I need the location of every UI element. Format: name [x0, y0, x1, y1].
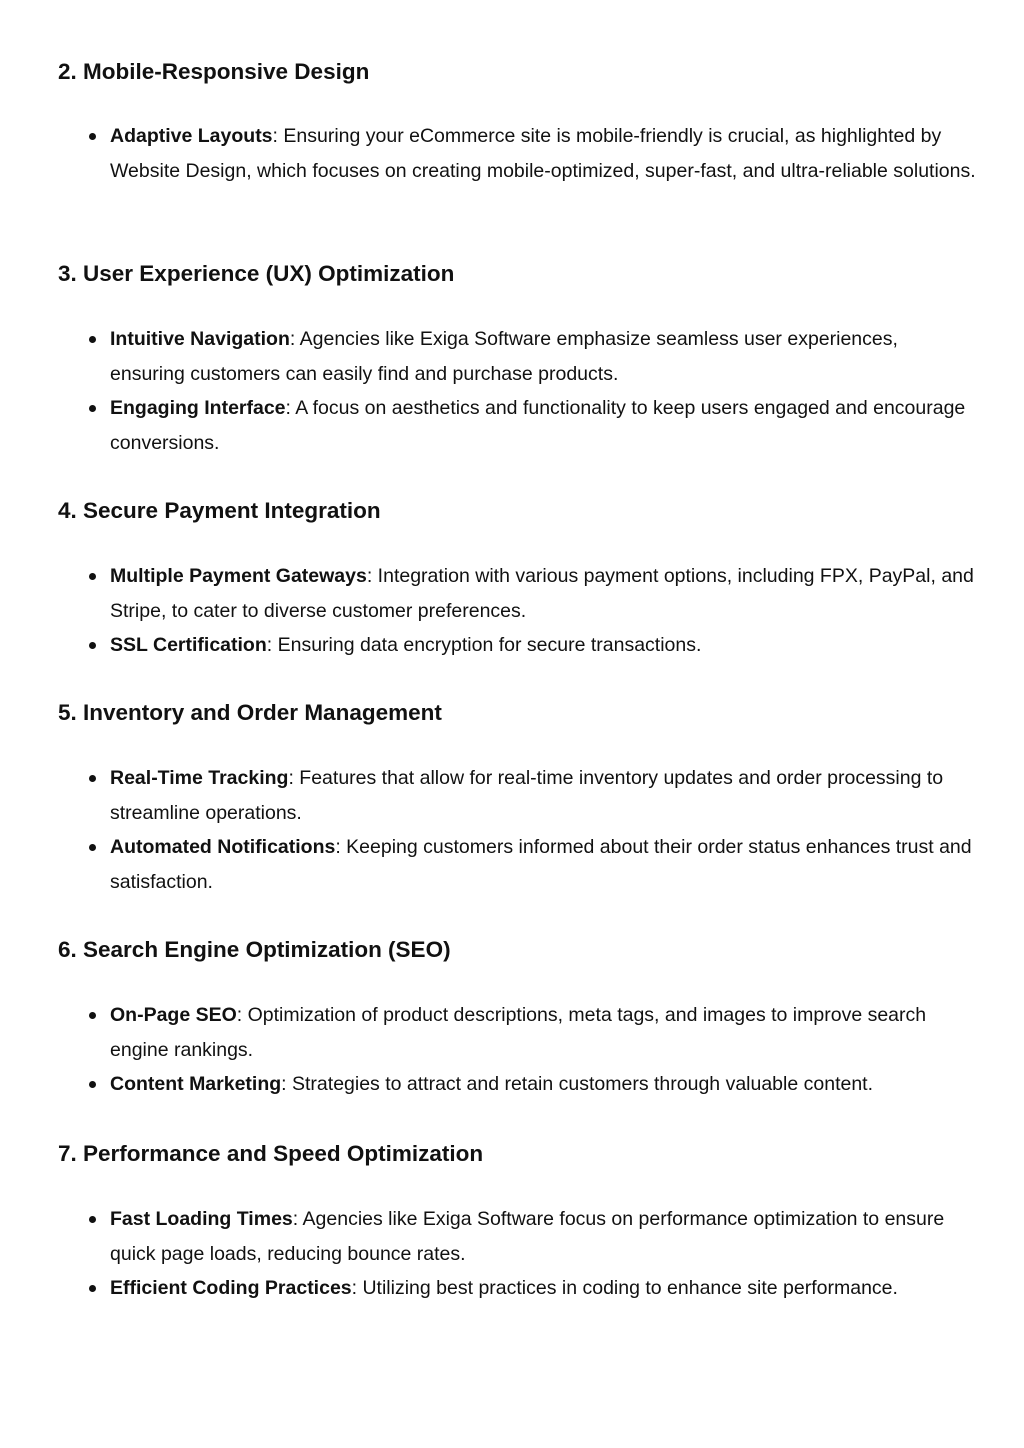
list-item [0, 761, 978, 830]
item-term: Engaging Interface [110, 397, 286, 420]
section-heading: 6. Search Engine Optimization (SEO) [58, 937, 451, 962]
item-term: On-Page SEO [110, 1004, 237, 1026]
bullet-list [0, 761, 1024, 900]
section-heading: 5. Inventory and Order Management [58, 700, 442, 725]
item-text: : Strategies to attract and retain customers through valuable content. [281, 1073, 874, 1096]
item-text: : Agencies like Exiga Software focus on performance optimization to ensure quick page loads, reducing bounce rates. [110, 1208, 945, 1265]
item-text: : Optimization of product descriptions, meta tags, and images to improve search engine rankings. [110, 1004, 927, 1061]
list-item [0, 830, 978, 899]
bullet-list [0, 322, 1024, 461]
item-term: Adaptive Layouts [110, 125, 273, 147]
list-item [0, 391, 978, 460]
bullet-list [0, 119, 1024, 188]
item-term: Efficient Coding Practices [110, 1277, 352, 1300]
item-text: : Utilizing best practices in coding to enhance site performance. [351, 1277, 898, 1300]
list-item [0, 559, 978, 628]
section-heading: 2. Mobile-Responsive Design [58, 59, 370, 84]
item-text: : Features that allow for real-time inventory updates and order processing to streamline operations. [110, 767, 944, 824]
item-text: : A focus on aesthetics and functionality to keep users engaged and encourage conversions. [110, 397, 966, 455]
item-term: Real-Time Tracking [110, 767, 289, 789]
list-item [0, 628, 978, 663]
item-term: Multiple Payment Gateways [110, 565, 367, 587]
bullet-list [0, 1202, 1024, 1306]
item-term: Intuitive Navigation [110, 328, 290, 350]
item-term: Fast Loading Times [110, 1208, 293, 1230]
section-heading: 7. Performance and Speed Optimization [58, 1141, 484, 1166]
item-text: : Agencies like Exiga Software emphasize seamless user experiences, ensuring customers can easily find and purchase products. [110, 328, 898, 385]
list-item [0, 1271, 978, 1306]
item-text: : Integration with various payment options, including FPX, PayPal, and Stripe, to cater to diverse customer preferences. [110, 565, 974, 622]
list-item [0, 998, 978, 1067]
bullet-list [0, 998, 1024, 1102]
section-heading: 4. Secure Payment Integration [58, 498, 381, 523]
list-item [0, 1067, 978, 1102]
list-item [0, 322, 978, 391]
item-text: : Ensuring data encryption for secure transactions. [266, 634, 702, 657]
list-item [0, 119, 978, 188]
section-heading: 3. User Experience (UX) Optimization [58, 261, 455, 286]
bullet-list [0, 559, 1024, 663]
list-item [0, 1202, 978, 1271]
item-term: SSL Certification [110, 634, 267, 657]
item-term: Automated Notifications [110, 836, 336, 859]
item-text: : Ensuring your eCommerce site is mobile-friendly is crucial, as highlighted by Website Design, which focuses on creating mobile-optimized, super-fast, and ultra-reliable solutions. [110, 125, 976, 182]
item-term: Content Marketing [110, 1073, 282, 1096]
item-text: : Keeping customers informed about their order status enhances trust and satisfaction. [110, 836, 972, 894]
